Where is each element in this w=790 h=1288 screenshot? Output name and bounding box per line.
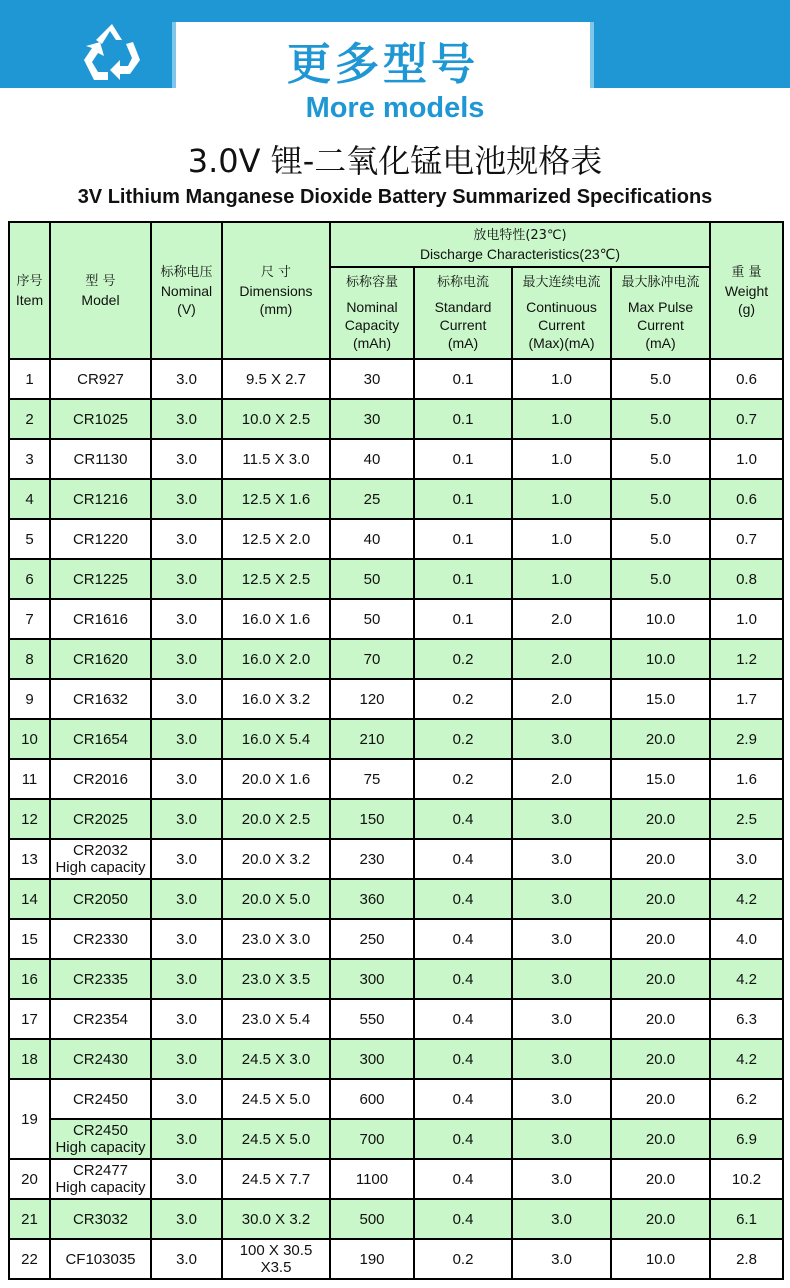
cell-weight: 4.0 xyxy=(710,919,783,959)
cell-weight: 1.0 xyxy=(710,439,783,479)
cell-standard-current: 0.4 xyxy=(414,1199,512,1239)
cell-item: 3 xyxy=(9,439,50,479)
header-dimensions: 尺 寸 Dimensions (mm) xyxy=(222,222,330,359)
cell-pulse-current: 5.0 xyxy=(611,399,710,439)
cell-pulse-current: 5.0 xyxy=(611,519,710,559)
cell-voltage: 3.0 xyxy=(151,919,222,959)
table-row xyxy=(9,999,783,1039)
cell-standard-current: 0.2 xyxy=(414,1239,512,1279)
cell-capacity: 360 xyxy=(330,879,414,919)
model-variant: High capacity xyxy=(55,1179,146,1196)
cell-standard-current: 0.1 xyxy=(414,559,512,599)
cell-continuous-current: 3.0 xyxy=(512,1039,611,1079)
cell-continuous-current: 3.0 xyxy=(512,799,611,839)
cell-capacity: 550 xyxy=(330,999,414,1039)
cell-model xyxy=(50,1159,151,1199)
cell-continuous-current: 3.0 xyxy=(512,1199,611,1239)
cell-item: 19 xyxy=(9,1079,50,1159)
model-variant: High capacity xyxy=(55,859,146,876)
cell-voltage: 3.0 xyxy=(151,759,222,799)
cell-item: 22 xyxy=(9,1239,50,1279)
cell-voltage: 3.0 xyxy=(151,719,222,759)
cell-standard-current: 0.4 xyxy=(414,919,512,959)
cell-model: CR927 xyxy=(50,359,151,399)
table-row xyxy=(9,439,783,479)
cell-capacity: 50 xyxy=(330,599,414,639)
cell-weight: 1.6 xyxy=(710,759,783,799)
table-row xyxy=(9,919,783,959)
spec-table xyxy=(8,221,784,1280)
cell-pulse-current: 5.0 xyxy=(611,439,710,479)
cell-dimensions: 24.5 X 3.0 xyxy=(222,1039,330,1079)
cell-model: CR2450 xyxy=(50,1079,151,1119)
table-row xyxy=(9,1199,783,1239)
cell-item: 11 xyxy=(9,759,50,799)
header-voltage: 标称电压 Nominal (V) xyxy=(151,222,222,359)
table-row xyxy=(9,1119,783,1159)
table-row xyxy=(9,1159,783,1199)
cell-voltage: 3.0 xyxy=(151,1079,222,1119)
cell-capacity: 30 xyxy=(330,399,414,439)
cell-standard-current: 0.1 xyxy=(414,439,512,479)
cell-dimensions: 23.0 X 3.0 xyxy=(222,919,330,959)
cell-capacity: 250 xyxy=(330,919,414,959)
cell-continuous-current: 1.0 xyxy=(512,559,611,599)
cell-pulse-current: 20.0 xyxy=(611,1159,710,1199)
cell-dimensions: 16.0 X 1.6 xyxy=(222,599,330,639)
table-row xyxy=(9,799,783,839)
cell-capacity: 210 xyxy=(330,719,414,759)
table-row xyxy=(9,679,783,719)
cell-pulse-current: 10.0 xyxy=(611,599,710,639)
cell-pulse-current: 20.0 xyxy=(611,1079,710,1119)
cell-standard-current: 0.1 xyxy=(414,399,512,439)
cell-weight: 0.6 xyxy=(710,479,783,519)
cell-capacity: 300 xyxy=(330,1039,414,1079)
cell-weight: 0.6 xyxy=(710,359,783,399)
cell-voltage: 3.0 xyxy=(151,1199,222,1239)
cell-weight: 2.9 xyxy=(710,719,783,759)
cell-standard-current: 0.4 xyxy=(414,839,512,879)
cell-standard-current: 0.4 xyxy=(414,879,512,919)
cell-capacity: 150 xyxy=(330,799,414,839)
cell-dimensions: 9.5 X 2.7 xyxy=(222,359,330,399)
cell-dimensions: 100 X 30.5 X3.5 xyxy=(222,1239,330,1279)
cell-voltage: 3.0 xyxy=(151,679,222,719)
cell-model: CR1225 xyxy=(50,559,151,599)
cell-pulse-current: 5.0 xyxy=(611,479,710,519)
cell-item: 5 xyxy=(9,519,50,559)
cell-model: CR2330 xyxy=(50,919,151,959)
cell-dimensions: 16.0 X 5.4 xyxy=(222,719,330,759)
cell-pulse-current: 10.0 xyxy=(611,639,710,679)
more-models-heading: More models xyxy=(305,92,485,124)
cell-standard-current: 0.4 xyxy=(414,1119,512,1159)
table-row xyxy=(9,519,783,559)
cell-pulse-current: 20.0 xyxy=(611,719,710,759)
cell-pulse-current: 20.0 xyxy=(611,1199,710,1239)
table-row xyxy=(9,879,783,919)
cell-pulse-current: 20.0 xyxy=(611,1119,710,1159)
cell-weight: 6.3 xyxy=(710,999,783,1039)
cell-model xyxy=(50,1119,151,1159)
cell-item: 17 xyxy=(9,999,50,1039)
cell-pulse-current: 20.0 xyxy=(611,839,710,879)
cell-voltage: 3.0 xyxy=(151,1039,222,1079)
cell-standard-current: 0.4 xyxy=(414,799,512,839)
cell-pulse-current: 10.0 xyxy=(611,1239,710,1279)
header-discharge: 放电特性(23℃) Discharge Characteristics(23℃) xyxy=(330,222,710,267)
cell-dimensions: 23.0 X 3.5 xyxy=(222,959,330,999)
cell-capacity: 1100 xyxy=(330,1159,414,1199)
cell-voltage: 3.0 xyxy=(151,359,222,399)
cell-weight: 6.9 xyxy=(710,1119,783,1159)
cell-voltage: 3.0 xyxy=(151,1119,222,1159)
cell-standard-current: 0.2 xyxy=(414,679,512,719)
cell-pulse-current: 5.0 xyxy=(611,359,710,399)
table-row xyxy=(9,959,783,999)
cell-capacity: 30 xyxy=(330,359,414,399)
cell-weight: 1.0 xyxy=(710,599,783,639)
cell-item: 2 xyxy=(9,399,50,439)
model-code: CR2450 xyxy=(72,1122,129,1139)
header-weight: 重 量 Weight (g) xyxy=(710,222,783,359)
title-box xyxy=(176,22,590,88)
cell-voltage: 3.0 xyxy=(151,959,222,999)
cell-weight: 0.8 xyxy=(710,559,783,599)
cell-capacity: 700 xyxy=(330,1119,414,1159)
cell-capacity: 600 xyxy=(330,1079,414,1119)
model-variant: High capacity xyxy=(55,1139,146,1156)
cell-continuous-current: 3.0 xyxy=(512,879,611,919)
cell-model xyxy=(50,839,151,879)
cell-standard-current: 0.1 xyxy=(414,599,512,639)
cell-voltage: 3.0 xyxy=(151,799,222,839)
cell-standard-current: 0.2 xyxy=(414,719,512,759)
cell-weight: 1.2 xyxy=(710,639,783,679)
cell-continuous-current: 1.0 xyxy=(512,519,611,559)
cell-weight: 0.7 xyxy=(710,519,783,559)
cell-continuous-current: 2.0 xyxy=(512,599,611,639)
cell-pulse-current: 5.0 xyxy=(611,559,710,599)
header-continuous-current: 最大连续电流 Continuous Current (Max)(mA) xyxy=(512,267,611,359)
cell-item: 8 xyxy=(9,639,50,679)
cell-item: 6 xyxy=(9,559,50,599)
header-pulse-current: 最大脉冲电流 Max Pulse Current (mA) xyxy=(611,267,710,359)
cell-dimensions: 24.5 X 7.7 xyxy=(222,1159,330,1199)
cell-model: CR1620 xyxy=(50,639,151,679)
cell-dimensions: 20.0 X 3.2 xyxy=(222,839,330,879)
cell-standard-current: 0.1 xyxy=(414,359,512,399)
cell-standard-current: 0.1 xyxy=(414,479,512,519)
table-row xyxy=(9,479,783,519)
cell-model: CR3032 xyxy=(50,1199,151,1239)
cell-dimensions: 11.5 X 3.0 xyxy=(222,439,330,479)
cell-capacity: 50 xyxy=(330,559,414,599)
cell-continuous-current: 3.0 xyxy=(512,959,611,999)
cell-voltage: 3.0 xyxy=(151,399,222,439)
table-row xyxy=(9,399,783,439)
cell-pulse-current: 15.0 xyxy=(611,759,710,799)
cell-continuous-current: 1.0 xyxy=(512,439,611,479)
cell-model: CR1632 xyxy=(50,679,151,719)
cell-item: 10 xyxy=(9,719,50,759)
cell-continuous-current: 3.0 xyxy=(512,1119,611,1159)
table-row xyxy=(9,639,783,679)
cell-weight: 4.2 xyxy=(710,879,783,919)
cell-standard-current: 0.4 xyxy=(414,999,512,1039)
cell-standard-current: 0.2 xyxy=(414,639,512,679)
cell-item: 16 xyxy=(9,959,50,999)
cell-model: CR2050 xyxy=(50,879,151,919)
cell-standard-current: 0.4 xyxy=(414,959,512,999)
cell-weight: 0.7 xyxy=(710,399,783,439)
header-capacity: 标称容量 Nominal Capacity (mAh) xyxy=(330,267,414,359)
cell-weight: 2.5 xyxy=(710,799,783,839)
table-row xyxy=(9,1039,783,1079)
cell-pulse-current: 20.0 xyxy=(611,799,710,839)
cell-voltage: 3.0 xyxy=(151,599,222,639)
cell-dimensions: 12.5 X 2.0 xyxy=(222,519,330,559)
cell-model: CR2335 xyxy=(50,959,151,999)
cell-capacity: 300 xyxy=(330,959,414,999)
cell-item: 21 xyxy=(9,1199,50,1239)
cell-capacity: 75 xyxy=(330,759,414,799)
cell-pulse-current: 20.0 xyxy=(611,959,710,999)
cell-dimensions: 24.5 X 5.0 xyxy=(222,1079,330,1119)
cell-pulse-current: 15.0 xyxy=(611,679,710,719)
cell-voltage: 3.0 xyxy=(151,879,222,919)
table-row xyxy=(9,1239,783,1279)
cell-continuous-current: 3.0 xyxy=(512,719,611,759)
cell-pulse-current: 20.0 xyxy=(611,1039,710,1079)
header-banner xyxy=(0,0,790,88)
cell-weight: 1.7 xyxy=(710,679,783,719)
cell-continuous-current: 3.0 xyxy=(512,839,611,879)
cell-pulse-current: 20.0 xyxy=(611,999,710,1039)
subtitle-en: 3V Lithium Manganese Dioxide Battery Summarized Specifications xyxy=(77,186,713,208)
cell-continuous-current: 1.0 xyxy=(512,479,611,519)
cell-capacity: 40 xyxy=(330,519,414,559)
cell-weight: 6.2 xyxy=(710,1079,783,1119)
subtitle-cn: 3.0V 锂-二氧化锰电池规格表 xyxy=(187,142,603,180)
model-code: CR2477 xyxy=(72,1162,129,1179)
table-row xyxy=(9,599,783,639)
cell-capacity: 230 xyxy=(330,839,414,879)
table-row xyxy=(9,559,783,599)
cell-standard-current: 0.2 xyxy=(414,759,512,799)
cell-model: CR1216 xyxy=(50,479,151,519)
cell-model: CR1220 xyxy=(50,519,151,559)
cell-weight: 3.0 xyxy=(710,839,783,879)
recycle-icon xyxy=(80,20,144,84)
cell-capacity: 40 xyxy=(330,439,414,479)
page-title: 更多型号 xyxy=(287,39,479,90)
cell-dimensions: 20.0 X 1.6 xyxy=(222,759,330,799)
table-row xyxy=(9,719,783,759)
cell-standard-current: 0.4 xyxy=(414,1079,512,1119)
cell-model: CR1616 xyxy=(50,599,151,639)
cell-item: 9 xyxy=(9,679,50,719)
cell-model: CR2025 xyxy=(50,799,151,839)
cell-weight: 2.8 xyxy=(710,1239,783,1279)
cell-voltage: 3.0 xyxy=(151,1239,222,1279)
cell-item: 20 xyxy=(9,1159,50,1199)
table-row xyxy=(9,839,783,879)
cell-dimensions: 20.0 X 5.0 xyxy=(222,879,330,919)
cell-capacity: 70 xyxy=(330,639,414,679)
cell-voltage: 3.0 xyxy=(151,439,222,479)
cell-item: 14 xyxy=(9,879,50,919)
cell-continuous-current: 2.0 xyxy=(512,759,611,799)
spec-table-body xyxy=(9,359,783,1279)
cell-voltage: 3.0 xyxy=(151,1159,222,1199)
cell-pulse-current: 20.0 xyxy=(611,879,710,919)
header-model: 型 号 Model xyxy=(50,222,151,359)
cell-continuous-current: 1.0 xyxy=(512,399,611,439)
cell-voltage: 3.0 xyxy=(151,519,222,559)
cell-continuous-current: 1.0 xyxy=(512,359,611,399)
cell-capacity: 25 xyxy=(330,479,414,519)
cell-continuous-current: 3.0 xyxy=(512,1079,611,1119)
cell-pulse-current: 20.0 xyxy=(611,919,710,959)
cell-continuous-current: 2.0 xyxy=(512,639,611,679)
table-row xyxy=(9,1079,783,1119)
cell-standard-current: 0.1 xyxy=(414,519,512,559)
table-row xyxy=(9,759,783,799)
header-standard-current: 标称电流 Standard Current (mA) xyxy=(414,267,512,359)
cell-item: 15 xyxy=(9,919,50,959)
cell-model: CR2430 xyxy=(50,1039,151,1079)
cell-capacity: 500 xyxy=(330,1199,414,1239)
cell-weight: 10.2 xyxy=(710,1159,783,1199)
cell-voltage: 3.0 xyxy=(151,559,222,599)
cell-item: 18 xyxy=(9,1039,50,1079)
cell-item: 13 xyxy=(9,839,50,879)
cell-dimensions: 23.0 X 5.4 xyxy=(222,999,330,1039)
cell-voltage: 3.0 xyxy=(151,999,222,1039)
cell-dimensions: 20.0 X 2.5 xyxy=(222,799,330,839)
cell-model: CR2354 xyxy=(50,999,151,1039)
cell-model: CR1654 xyxy=(50,719,151,759)
cell-voltage: 3.0 xyxy=(151,839,222,879)
cell-dimensions: 12.5 X 2.5 xyxy=(222,559,330,599)
cell-weight: 4.2 xyxy=(710,959,783,999)
cell-dimensions: 16.0 X 2.0 xyxy=(222,639,330,679)
cell-continuous-current: 3.0 xyxy=(512,1239,611,1279)
cell-voltage: 3.0 xyxy=(151,479,222,519)
cell-item: 4 xyxy=(9,479,50,519)
cell-item: 7 xyxy=(9,599,50,639)
cell-continuous-current: 3.0 xyxy=(512,919,611,959)
cell-voltage: 3.0 xyxy=(151,639,222,679)
cell-dimensions: 24.5 X 5.0 xyxy=(222,1119,330,1159)
model-code: CR2032 xyxy=(72,842,129,859)
cell-dimensions: 10.0 X 2.5 xyxy=(222,399,330,439)
header-item: 序号 Item xyxy=(9,222,50,359)
cell-dimensions: 12.5 X 1.6 xyxy=(222,479,330,519)
cell-continuous-current: 3.0 xyxy=(512,1159,611,1199)
cell-item: 1 xyxy=(9,359,50,399)
cell-standard-current: 0.4 xyxy=(414,1039,512,1079)
cell-dimensions: 16.0 X 3.2 xyxy=(222,679,330,719)
cell-weight: 6.1 xyxy=(710,1199,783,1239)
cell-continuous-current: 3.0 xyxy=(512,999,611,1039)
cell-model: CR1025 xyxy=(50,399,151,439)
cell-capacity: 190 xyxy=(330,1239,414,1279)
cell-model: CF103035 xyxy=(50,1239,151,1279)
cell-continuous-current: 2.0 xyxy=(512,679,611,719)
cell-weight: 4.2 xyxy=(710,1039,783,1079)
cell-standard-current: 0.4 xyxy=(414,1159,512,1199)
cell-dimensions: 30.0 X 3.2 xyxy=(222,1199,330,1239)
cell-item: 12 xyxy=(9,799,50,839)
table-row xyxy=(9,359,783,399)
cell-model: CR1130 xyxy=(50,439,151,479)
cell-model: CR2016 xyxy=(50,759,151,799)
cell-capacity: 120 xyxy=(330,679,414,719)
